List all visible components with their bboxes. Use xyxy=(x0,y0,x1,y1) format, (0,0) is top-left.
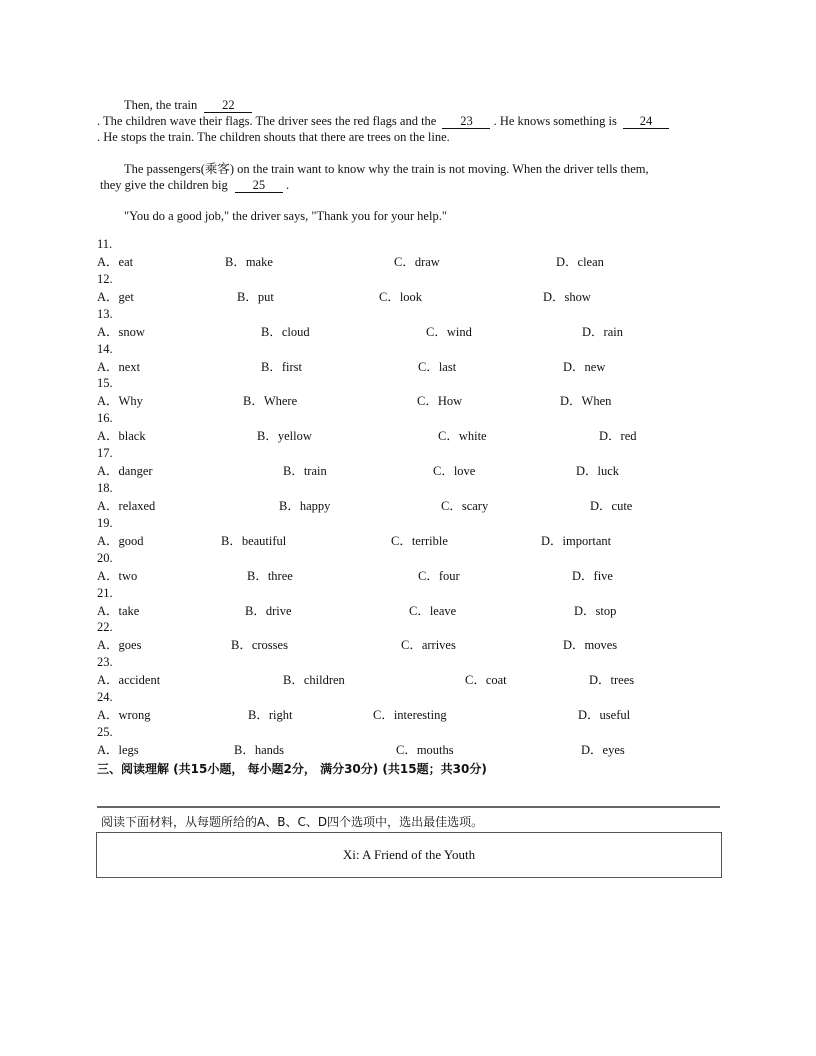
answer-option-b[interactable]: B．train xyxy=(283,464,327,479)
answer-option-d[interactable]: D．rain xyxy=(582,324,623,339)
answer-option-b[interactable]: B．three xyxy=(247,568,293,583)
article-title: Xi: A Friend of the Youth xyxy=(342,847,476,862)
passage-text: Then, the train xyxy=(124,98,198,112)
answer-option-d[interactable]: D．eyes xyxy=(581,742,625,757)
answer-option-c[interactable]: C．love xyxy=(433,464,476,479)
passage-text: . The children wave their flags. The driver sees the red flags and the xyxy=(97,114,437,128)
answer-option-c[interactable]: C．look xyxy=(379,289,423,304)
answer-option-d[interactable]: D．stop xyxy=(574,603,617,618)
blank-25: 25 xyxy=(235,178,283,193)
answer-option-c[interactable]: C．four xyxy=(418,568,460,583)
answer-option-d[interactable]: D．important xyxy=(541,533,612,548)
answer-option-b[interactable]: B．right xyxy=(248,708,293,723)
blank-23: 23 xyxy=(442,114,490,129)
answer-option-c[interactable]: C．terrible xyxy=(391,533,448,548)
passage-line-1 xyxy=(124,97,252,113)
answer-option-a[interactable]: A．next xyxy=(97,359,141,374)
answer-option-c[interactable]: C．scary xyxy=(441,498,489,513)
question-number: 22. xyxy=(97,620,113,635)
answer-option-d[interactable]: D．useful xyxy=(578,708,631,723)
section-heading: 三、阅读理解 (共15小题， 每小题2分， 满分30分) (共15题；共30分) xyxy=(97,762,487,776)
answer-option-d[interactable]: D．When xyxy=(560,394,612,409)
question-number: 14. xyxy=(97,341,113,356)
answer-option-b[interactable]: B．cloud xyxy=(261,324,310,339)
answer-option-b[interactable]: B．drive xyxy=(245,603,292,618)
answer-option-c[interactable]: C．interesting xyxy=(373,708,447,723)
question-number: 25. xyxy=(97,724,113,739)
answer-option-c[interactable]: C．arrives xyxy=(401,638,456,653)
answer-option-c[interactable]: C．last xyxy=(418,359,457,374)
passage-paragraph-2-line-2: they give the children big 25 . xyxy=(100,178,290,192)
question-number: 16. xyxy=(97,411,113,426)
answer-option-d[interactable]: D．five xyxy=(572,568,613,583)
answer-option-d[interactable]: D．moves xyxy=(563,638,618,653)
instruction-text: 阅读下面材料，从每题所给的A、B、C、D四个选项中，选出最佳选项。 xyxy=(101,815,484,829)
question-number: 21. xyxy=(97,585,113,600)
answer-option-d[interactable]: D．luck xyxy=(576,464,620,479)
answer-option-b[interactable]: B．make xyxy=(225,255,273,269)
answer-option-b[interactable]: B．happy xyxy=(279,498,331,513)
answer-option-a[interactable]: A．Why xyxy=(97,394,143,409)
passage-paragraph-2-line-1: The passengers(乘客) on the train want to know why the train is not moving. When the driver tells them, xyxy=(124,162,649,176)
passage-paragraph-3: "You do a good job," the driver says, "Thank you for your help." xyxy=(124,209,447,223)
answer-option-c[interactable]: C．wind xyxy=(426,324,472,339)
answer-option-b[interactable]: B．Where xyxy=(243,394,298,409)
answer-option-b[interactable]: B．crosses xyxy=(231,638,288,653)
question-number: 12. xyxy=(97,271,113,286)
question-number: 20. xyxy=(97,550,113,565)
answer-option-c[interactable]: C．mouths xyxy=(396,742,454,757)
answer-option-a[interactable]: A．black xyxy=(97,429,146,444)
answer-option-a[interactable]: A．danger xyxy=(97,464,153,479)
blank-24: 24 xyxy=(623,114,669,129)
answer-option-b[interactable]: B．yellow xyxy=(257,429,312,444)
answer-option-d[interactable]: D．trees xyxy=(589,673,635,688)
answer-option-a[interactable]: A．legs xyxy=(97,742,139,757)
answer-option-a[interactable]: A．wrong xyxy=(97,708,151,723)
passage-text: . He knows something is xyxy=(493,114,617,128)
answer-option-a[interactable]: A．snow xyxy=(97,324,145,339)
answer-option-b[interactable]: B．first xyxy=(261,359,302,374)
answer-option-b[interactable]: B．hands xyxy=(234,742,285,757)
answer-option-b[interactable]: B．put xyxy=(237,289,274,304)
answer-option-a[interactable]: A．relaxed xyxy=(97,498,156,513)
answer-option-a[interactable]: A．accident xyxy=(97,673,161,688)
passage-line-2 xyxy=(97,113,669,129)
answer-option-d[interactable]: D．clean xyxy=(556,255,604,269)
passage-line-3 xyxy=(97,129,450,145)
answer-option-c[interactable]: C．leave xyxy=(409,603,457,618)
answer-option-c[interactable]: C．coat xyxy=(465,673,507,688)
answer-option-c[interactable]: C．draw xyxy=(394,255,440,269)
question-number: 15. xyxy=(97,376,113,391)
question-number: 17. xyxy=(97,446,113,461)
question-number: 18. xyxy=(97,480,113,495)
answer-option-a[interactable]: A．eat xyxy=(97,255,134,269)
question-number: 13. xyxy=(97,306,113,321)
answer-option-d[interactable]: D．red xyxy=(599,429,637,444)
answer-option-b[interactable]: B．beautiful xyxy=(221,533,287,548)
answer-option-c[interactable]: C．How xyxy=(417,394,463,409)
answer-option-d[interactable]: D．new xyxy=(563,359,606,374)
question-number: 24. xyxy=(97,690,113,705)
answer-option-a[interactable]: A．get xyxy=(97,289,134,304)
article-title-box xyxy=(96,832,722,878)
answer-option-c[interactable]: C．white xyxy=(438,429,487,444)
answer-option-a[interactable]: A．goes xyxy=(97,638,142,653)
question-number: 23. xyxy=(97,655,113,670)
answer-option-d[interactable]: D．cute xyxy=(590,498,633,513)
answer-option-a[interactable]: A．take xyxy=(97,603,140,618)
blank-22: 22 xyxy=(204,98,252,113)
answer-option-a[interactable]: A．good xyxy=(97,533,144,548)
passage-text: . He stops the train. The children shouts that there are trees on the line. xyxy=(97,130,450,144)
question-number: 11. xyxy=(97,237,113,251)
answer-option-b[interactable]: B．children xyxy=(283,673,345,688)
divider xyxy=(97,806,720,808)
answer-option-a[interactable]: A．two xyxy=(97,568,138,583)
answer-option-d[interactable]: D．show xyxy=(543,289,591,304)
question-number: 19. xyxy=(97,515,113,530)
